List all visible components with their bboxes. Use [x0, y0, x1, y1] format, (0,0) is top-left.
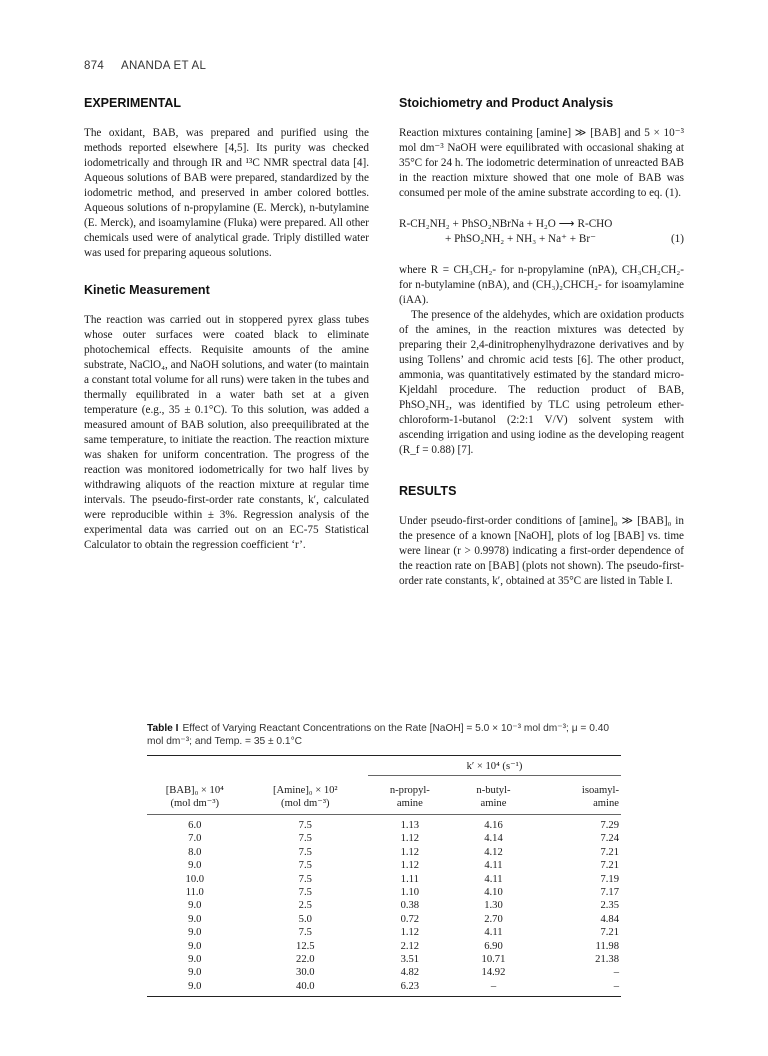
- col-nbutyl-header: n-butyl-: [476, 785, 511, 796]
- col-npropyl-header: n-propyl-: [389, 785, 430, 796]
- nbutyl-cell: 14.92: [481, 967, 506, 979]
- bab-cell: 10.0: [185, 873, 205, 885]
- amine-cell: 7.5: [298, 860, 312, 872]
- amine-cell: 7.5: [298, 927, 312, 939]
- npropyl-cell: 1.12: [400, 927, 420, 939]
- table-row: [147, 940, 621, 953]
- where-paragraph: where R = CH₃CH₂- for n-propylamine (nPA), CH₃CH₂CH₂- for n-butylamine (nBA), and (CH₃)₂CHCH₂- for isoamylamine (iAA).: [399, 264, 684, 306]
- nbutyl-cell: 4.14: [484, 833, 503, 845]
- isoamyl-cell: –: [613, 967, 619, 979]
- bab-cell: 9.0: [188, 940, 202, 952]
- experimental-paragraph: The oxidant, BAB, was prepared and purified using the methods reported elsewhere [4,5]. Its purity was checked iodometrically and through IR and ¹³C NMR spectral data [4]. Aqueous solutions of BAB were prepared, standardized by the iodometric method, and preserved in amber colored bottles. Aqueous solutions of n-propylamine (E. Merck), n-butylamine (E. Merck), and isoamylamine (Fluka) were prepared. All other chemicals used were of analytical grade. Triply distilled water was used for preparing aqueous solutions.: [84, 127, 369, 259]
- npropyl-cell: 1.12: [400, 860, 420, 872]
- table-row: [147, 873, 621, 886]
- amine-cell: 2.5: [298, 900, 312, 912]
- bab-cell: 9.0: [188, 927, 202, 939]
- bab-cell: 9.0: [188, 967, 202, 979]
- bab-cell: 8.0: [188, 846, 202, 858]
- nbutyl-cell: –: [490, 980, 497, 992]
- npropyl-cell: 2.12: [400, 940, 420, 952]
- isoamyl-cell: 7.21: [600, 927, 619, 939]
- nbutyl-cell: 4.12: [484, 846, 503, 858]
- equation-line-2-text: + PhSO₂NH₂ + NH₃ + Na⁺ + Br⁻: [445, 233, 596, 245]
- table-label: Table I: [147, 723, 179, 734]
- running-header: [84, 60, 206, 72]
- nbutyl-cell: 4.11: [484, 927, 503, 939]
- amine-cell: 5.0: [298, 913, 312, 925]
- bab-cell: 9.0: [188, 900, 202, 912]
- amine-cell: 7.5: [298, 833, 312, 845]
- amine-cell: 7.5: [298, 887, 312, 899]
- nbutyl-cell: 10.71: [481, 954, 506, 966]
- npropyl-cell: 0.38: [400, 900, 420, 912]
- col-npropyl-unit: amine: [396, 798, 423, 809]
- amine-cell: 40.0: [296, 980, 315, 992]
- table-body: [147, 815, 621, 997]
- isoamyl-cell: 7.21: [600, 846, 619, 858]
- isoamyl-cell: 7.29: [600, 820, 619, 831]
- results-paragraph: Under pseudo-first-order conditions of [amine]₀ ≫ [BAB]₀ in the presence of a known [NaOH], plots of log [BAB] vs. time were linear (r > 0.9978) indicating a first-order dependence of the reaction rate on [BAB] (plots not shown). The pseudo-first-order rate constants, k′, obtained at 35°C are listed in Table I.: [399, 515, 684, 587]
- npropyl-cell: 1.11: [400, 873, 419, 885]
- npropyl-cell: 1.12: [400, 846, 420, 858]
- bab-cell: 9.0: [188, 860, 202, 872]
- bab-cell: 7.0: [188, 833, 202, 845]
- results-heading: RESULTS: [399, 484, 457, 498]
- amine-cell: 7.5: [298, 873, 312, 885]
- bab-cell: 11.0: [185, 887, 204, 899]
- npropyl-cell: 6.23: [400, 980, 420, 992]
- nbutyl-cell: 4.11: [484, 860, 503, 872]
- table-row: [147, 966, 621, 979]
- isoamyl-cell: 7.21: [600, 860, 619, 872]
- table-row: [147, 886, 621, 899]
- running-title: ANANDA ET AL: [120, 60, 207, 72]
- table-row: [147, 859, 621, 872]
- amine-cell: 12.5: [296, 940, 315, 952]
- kinetic-paragraph: The reaction was carried out in stoppered pyrex glass tubes whose outer surfaces were coated black to eliminate photochemical effects. Requisite amounts of the amine substrate, NaClO₄, and NaOH solutions, and water (to maintain a constant total volume for all runs) were taken in the tubes and thermally equilibrated in a water bath set at a given temperature (e.g., 35 ± 0.1°C). To this solution, was added a measured amount of BAB solution, also preequilibrated at the same temperature, to initiate the reaction. The reaction mixture was shaken for uniform concentration. The progress of the reaction was monitored iodometrically for two half lives by withdrawing aliquots of the reaction mixture at regular time intervals. The pseudo-first-order rate constants, k′, calculated were reproducible within ± 3%. Regression analysis of the experimental data was carried out on an EC-75 Statistical Calculator to obtain the regression coefficient ‘r’.: [84, 314, 369, 551]
- products-paragraph: The presence of the aldehydes, which are oxidation products of the amines, in the reaction mixtures was detected by preparing their 2,4-dinitrophenylhydrazone derivatives and by using Tollens’ and chromic acid tests [6]. The other product, ammonia, was quantitatively estimated by the standard micro-Kjeldahl procedure. The reduction product of BAB, PhSO₂NH₂, was identified by TLC using petroleum ether-chloroform-1-butanol (2:2:1 V/V) solvent system with ascending irrigation and using iodine as the developing reagent (R_f = 0.88) [7].: [399, 309, 684, 456]
- isoamyl-cell: 7.17: [600, 887, 619, 899]
- equation-line-1: R-CH₂NH₂ + PhSO₂NBrNa + H₂O ⟶ R-CHO: [399, 218, 613, 230]
- npropyl-cell: 1.10: [400, 887, 420, 899]
- bab-cell: 6.0: [188, 820, 202, 831]
- equation-number: (1): [670, 233, 684, 245]
- isoamyl-cell: 21.38: [595, 954, 619, 966]
- nbutyl-cell: 2.70: [484, 913, 503, 925]
- table-row: [147, 980, 621, 997]
- nbutyl-cell: 1.30: [484, 900, 503, 912]
- isoamyl-cell: 11.98: [595, 940, 619, 952]
- npropyl-cell: 1.13: [400, 820, 420, 831]
- npropyl-cell: 3.51: [400, 954, 420, 966]
- isoamyl-cell: 2.35: [600, 900, 619, 912]
- table-row: [147, 815, 621, 833]
- right-column: [399, 96, 684, 589]
- npropyl-cell: 4.82: [400, 967, 420, 979]
- isoamyl-cell: –: [613, 980, 619, 992]
- nbutyl-cell: 4.16: [484, 820, 503, 831]
- table-row: [147, 926, 621, 939]
- experimental-heading: EXPERIMENTAL: [84, 96, 181, 110]
- equation-1: [399, 217, 684, 247]
- npropyl-cell: 1.12: [400, 833, 420, 845]
- bab-cell: 9.0: [188, 913, 202, 925]
- bab-cell: 9.0: [188, 980, 202, 992]
- isoamyl-cell: 7.24: [600, 833, 619, 845]
- col-amine-unit: (mol dm⁻³): [281, 798, 330, 809]
- col-nbutyl-unit: amine: [480, 798, 507, 809]
- col-isoamyl-header: isoamyl-: [581, 785, 619, 796]
- stoichiometry-paragraph: Reaction mixtures containing [amine] ≫ [BAB] and 5 × 10⁻³ mol dm⁻³ NaOH were equilibrated with occasional shaking at 35°C for 24 h. The iodometric determination of unreacted BAB in the reaction mixture showed that one mole of BAB was consumed per mole of the amine substrate according to eq. (1).: [399, 127, 684, 199]
- table-row: [147, 846, 621, 859]
- nbutyl-cell: 6.90: [484, 940, 503, 952]
- col-amine-header: [Amine]₀ × 10²: [272, 784, 338, 796]
- stoichiometry-heading: Stoichiometry and Product Analysis: [399, 96, 614, 110]
- rate-constant-table: [147, 755, 621, 997]
- bab-cell: 9.0: [188, 954, 202, 966]
- kinetic-heading: Kinetic Measurement: [84, 283, 210, 297]
- npropyl-cell: 0.72: [400, 913, 420, 925]
- table-row: [147, 913, 621, 926]
- table-row: [147, 832, 621, 845]
- amine-cell: 7.5: [298, 846, 312, 858]
- isoamyl-cell: 7.19: [600, 873, 619, 885]
- amine-cell: 30.0: [296, 967, 315, 979]
- table-row: [147, 899, 621, 912]
- col-bab-unit: (mol dm⁻³): [170, 798, 220, 809]
- col-isoamyl-unit: amine: [593, 798, 619, 809]
- page-number: 874: [84, 60, 105, 72]
- table-row: [147, 953, 621, 966]
- table-caption: [147, 722, 621, 748]
- left-column: [84, 96, 369, 553]
- equation-line-2: [399, 232, 684, 247]
- nbutyl-cell: 4.10: [484, 887, 503, 899]
- amine-cell: 7.5: [298, 820, 312, 831]
- table-spanner: k′ × 10⁴ (s⁻¹): [368, 756, 621, 776]
- isoamyl-cell: 4.84: [600, 913, 619, 925]
- col-bab-header: [BAB]₀ × 10⁴: [165, 784, 224, 796]
- table-caption-text: Effect of Varying Reactant Concentrations on the Rate [NaOH] = 5.0 × 10⁻³ mol dm⁻³; μ = 0.40 mol dm⁻³; and Temp. = 35 ± 0.1°C: [147, 723, 610, 747]
- table-1: [147, 722, 621, 997]
- nbutyl-cell: 4.11: [484, 873, 503, 885]
- amine-cell: 22.0: [296, 954, 315, 966]
